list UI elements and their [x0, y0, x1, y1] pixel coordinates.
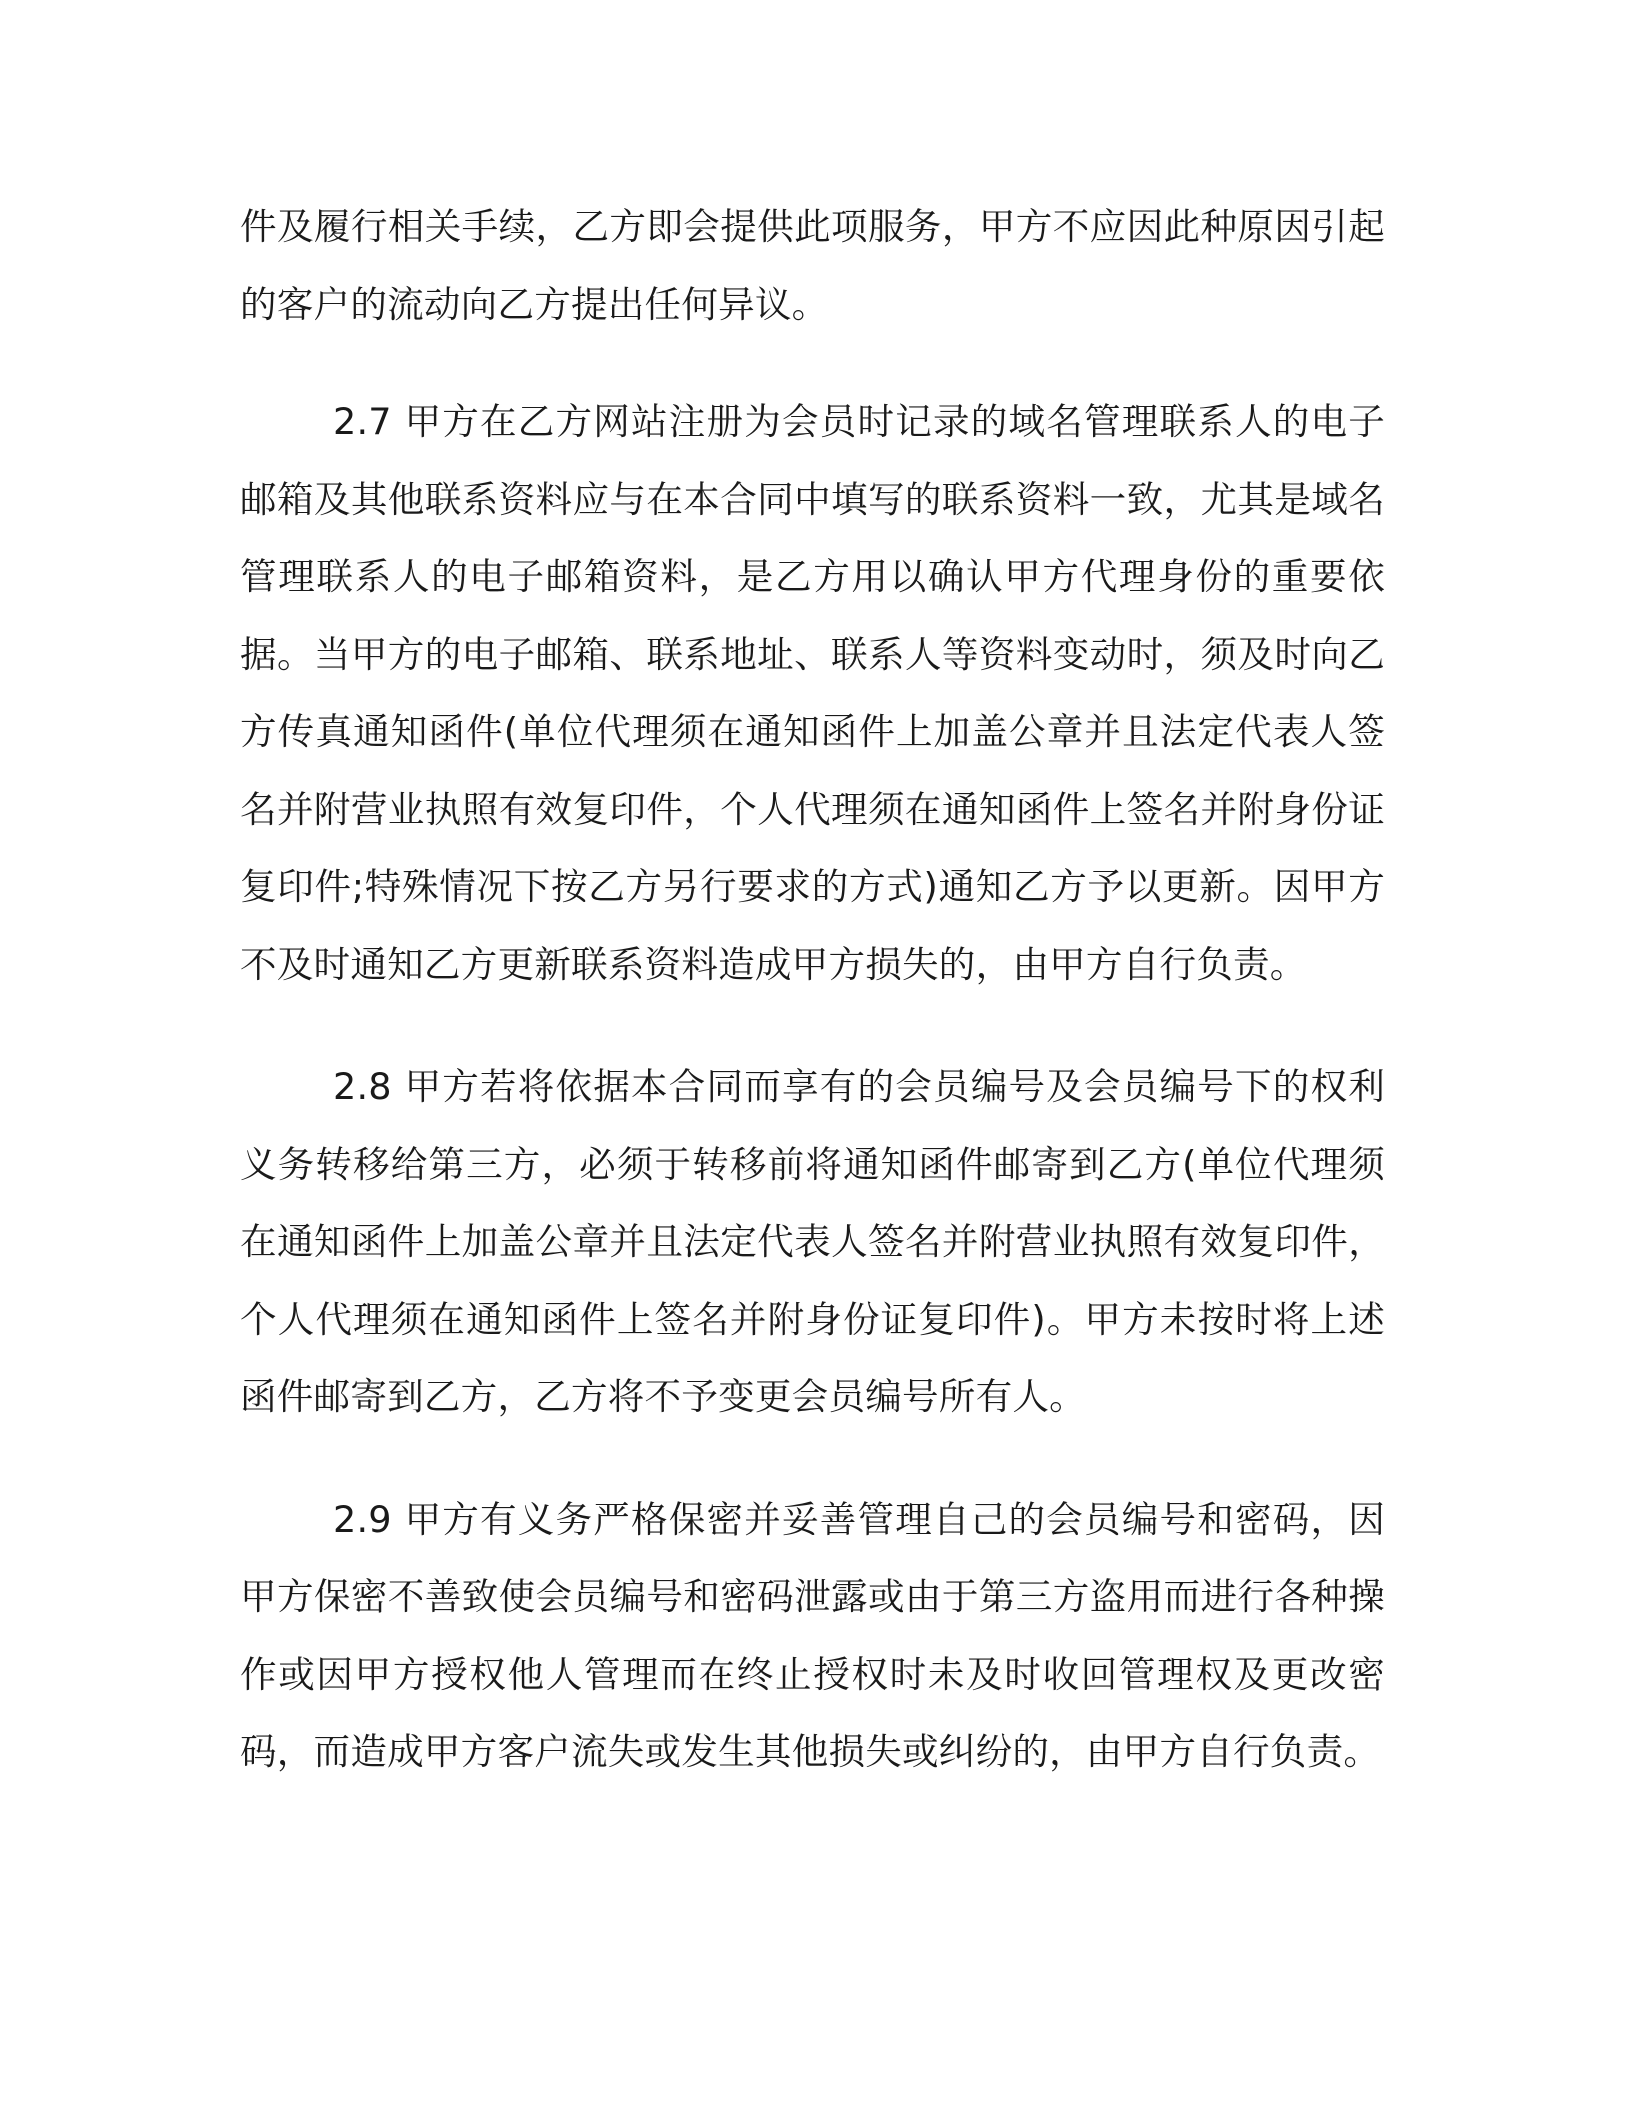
paragraph-2-9: 2.9 甲方有义务严格保密并妥善管理自己的会员编号和密码，因甲方保密不善致使会员编号和密码泄露或由于第三方盗用而进行各种操作或因甲方授权他人管理而在终止授权时未及时收回管理权及更改密码，而造成甲方客户流失或发生其他损失或纠纷的，由甲方自行负责。: [240, 1497, 1385, 1773]
paragraph-continuation: 件及履行相关手续，乙方即会提供此项服务，甲方不应因此种原因引起的客户的流动向乙方提出任何异议。: [240, 205, 1385, 326]
paragraph-2-7: 2.7 甲方在乙方网站注册为会员时记录的域名管理联系人的电子邮箱及其他联系资料应与在本合同中填写的联系资料一致，尤其是域名管理联系人的电子邮箱资料，是乙方用以确认甲方代理身份的重要依据。当甲方的电子邮箱、联系地址、联系人等资料变动时，须及时向乙方传真通知函件(单位代理须在通知函件上加盖公章并且法定代表人签名并附营业执照有效复印件，个人代理须在通知函件上签名并附身份证复印件;特殊情况下按乙方另行要求的方式)通知乙方予以更新。因甲方不及时通知乙方更新联系资料造成甲方损失的，由甲方自行负责。: [240, 400, 1385, 986]
document-page: [240, 188, 1385, 1791]
paragraph-2-8: 2.8 甲方若将依据本合同而享有的会员编号及会员编号下的权利义务转移给第三方，必须于转移前将通知函件邮寄到乙方(单位代理须在通知函件上加盖公章并且法定代表人签名并附营业执照有效复印件，个人代理须在通知函件上签名并附身份证复印件)。甲方未按时将上述函件邮寄到乙方，乙方将不予变更会员编号所有人。: [240, 1065, 1385, 1418]
